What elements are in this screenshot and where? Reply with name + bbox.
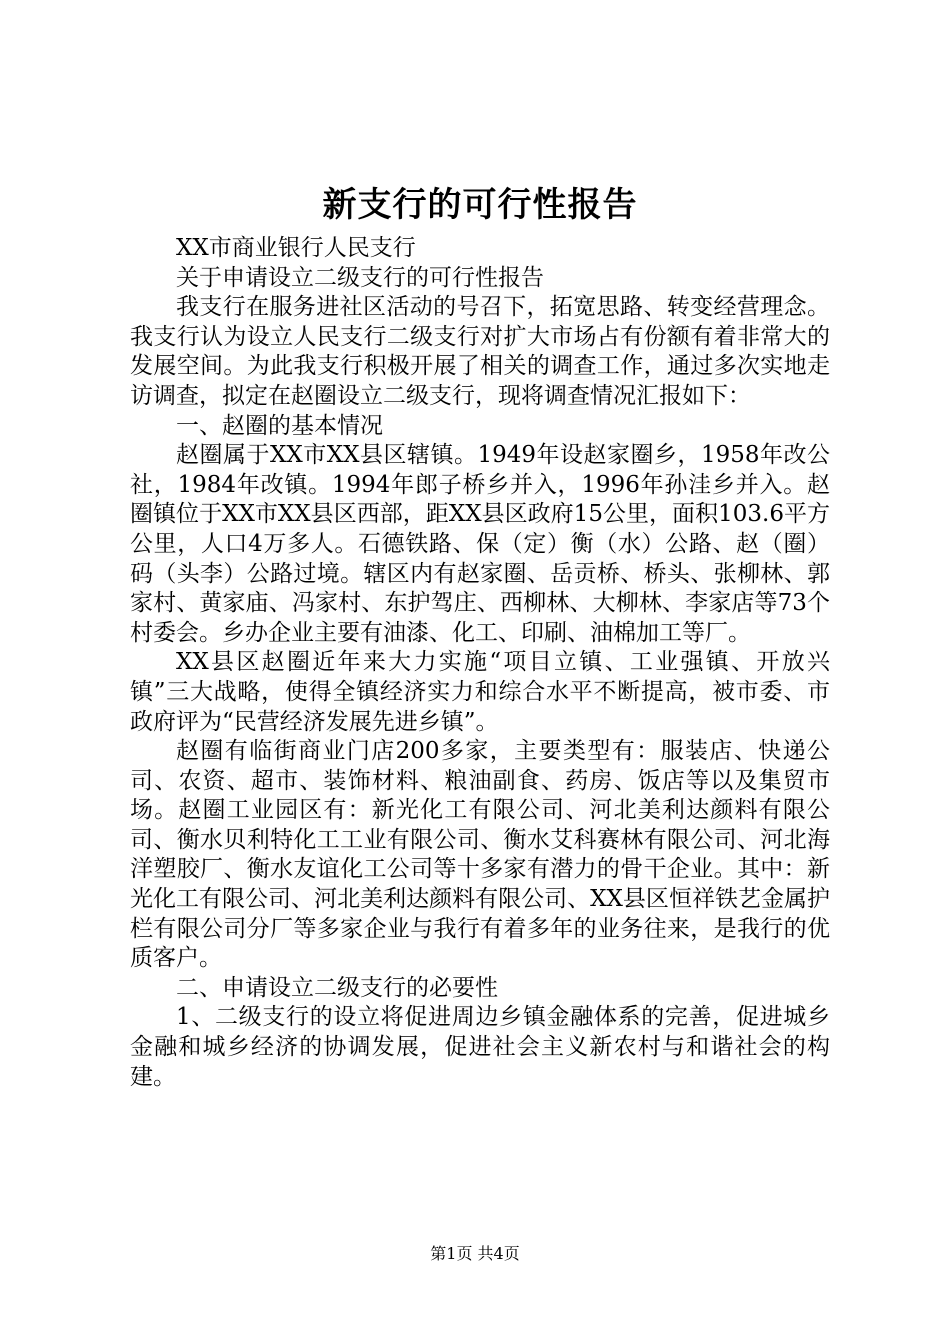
heading-section-2: 二、申请设立二级支行的必要性 (176, 974, 498, 1001)
page-number-footer: 第1页 共4页 (430, 1244, 520, 1263)
paragraph-zhaoquan-overview: 赵圈属于XX市XX县区辖镇。1949年设赵家圈乡，1958年改公社，1984年改镇。1994年郎子桥乡并入，1996年孙洼乡并入。赵圈镇位于XX市XX县区西部，距XX县区政府15公里，面积103.6平方公里，人口4万多人。石德铁路、保（定）衡（水）公路、赵（圈）码（头李）公路过境。辖区内有赵家圈、岳贡桥、桥头、张柳林、郭家村、黄家庙、冯家村、东护驾庄、西柳林、大柳林、李家店等73个村委会。乡办企业主要有油漆、化工、印刷、油棉加工等厂。 (130, 442, 830, 646)
paragraph-necessity-1: 1、二级支行的设立将促进周边乡镇金融体系的完善，促进城乡金融和城乡经济的协调发展，促进社会主义新农村与和谐社会的构建。 (130, 1004, 830, 1090)
heading-section-1: 一、赵圈的基本情况 (176, 412, 383, 439)
paragraph-introduction: 我支行在服务进社区活动的号召下，拓宽思路、转变经营理念。我支行认为设立人民支行二级支行对扩大市场占有份额有着非常大的发展空间。为此我支行积极开展了相关的调查工作，通过多次实地走访调查，拟定在赵圈设立二级支行，现将调查情况汇报如下： (130, 294, 830, 409)
paragraph-zhaoquan-business: 赵圈有临街商业门店200多家，主要类型有：服装店、快递公司、农资、超市、装饰材料、粮油副食、药房、饭店等以及集贸市场。赵圈工业园区有：新光化工有限公司、河北美利达颜料有限公司、衡水贝利特化工工业有限公司、衡水艾科赛林有限公司、河北海洋塑胶厂、衡水友谊化工公司等十多家有潜力的骨干企业。其中：新光化工有限公司、河北美利达颜料有限公司、XX县区恒祥铁艺金属护栏有限公司分厂等多家企业与我行有着多年的业务往来，是我行的优质客户。 (130, 738, 830, 972)
document-page (130, 180, 830, 1092)
paragraph-zhaoquan-strategy: XX县区赵圈近年来大力实施“项目立镇、工业强镇、开放兴镇”三大战略，使得全镇经济实力和综合水平不断提高，被市委、市政府评为“民营经济发展先进乡镇”。 (130, 649, 830, 735)
document-title: 新支行的可行性报告 (322, 185, 638, 225)
paragraph-bank-name: XX市商业银行人民支行 (176, 235, 416, 261)
paragraph-report-subject: 关于申请设立二级支行的可行性报告 (176, 264, 544, 291)
